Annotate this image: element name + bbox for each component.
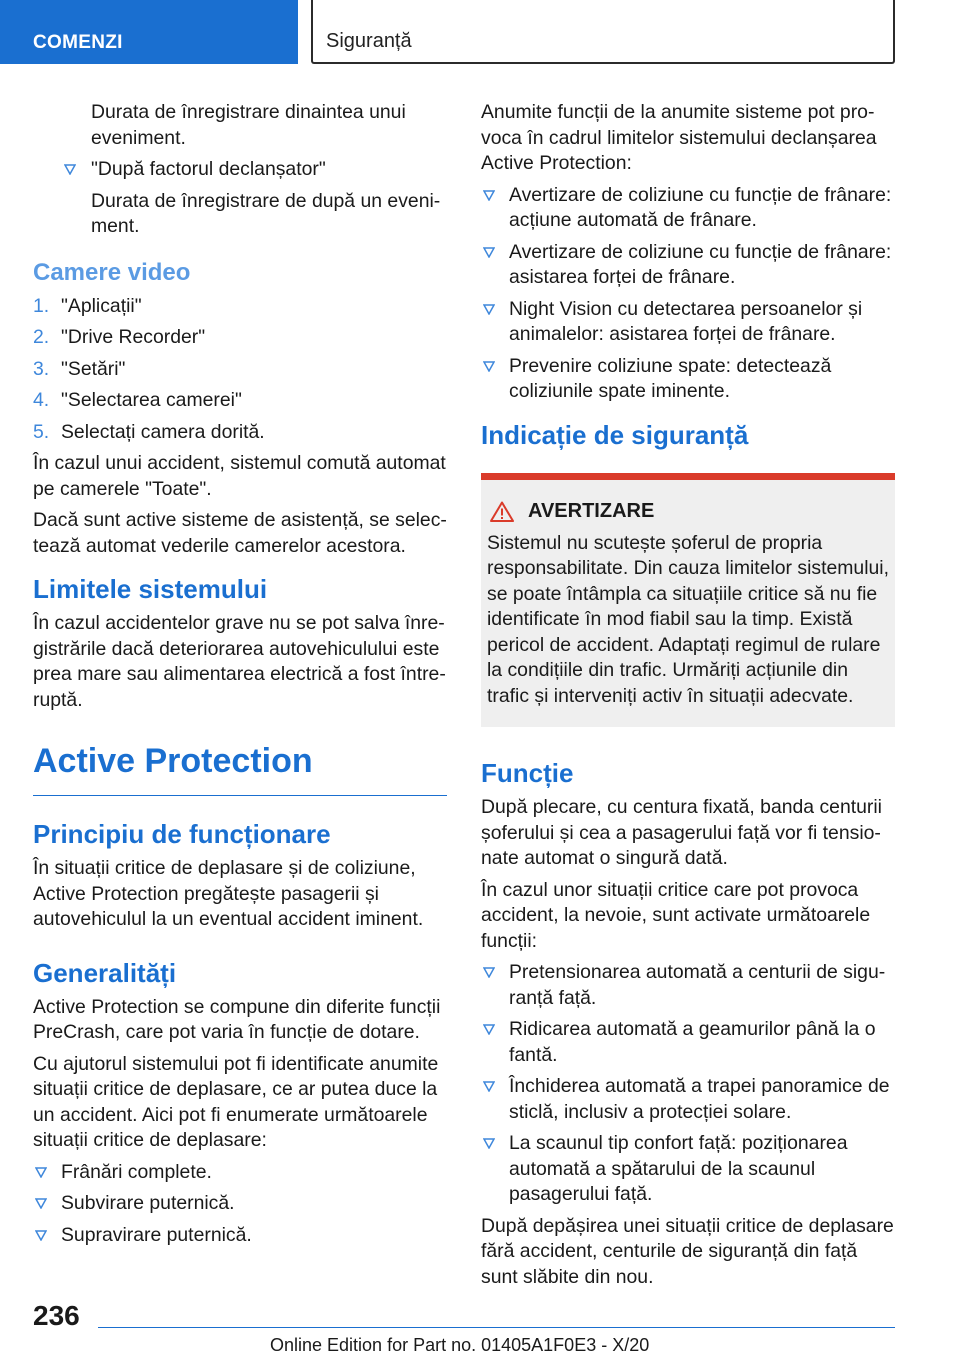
- general-heading: Generalități: [33, 957, 177, 988]
- list-item: Night Vision cu detectarea persoanelor și animalelor: asistarea forței de frânare.: [481, 297, 895, 348]
- list-item: Subvirare puternică.: [33, 1191, 447, 1217]
- function-heading: Funcție: [481, 758, 574, 788]
- chapter-title: Active Protection: [33, 739, 447, 796]
- safety-heading: Indicație de siguranță: [481, 419, 749, 450]
- step-number: 4.: [33, 389, 50, 411]
- step-item: 2. "Drive Recorder": [33, 325, 447, 351]
- bullet-description: Durata de înregistrare de după un eveniment.: [91, 189, 441, 237]
- step-item: 3. "Setări": [33, 357, 447, 383]
- bullet-triangle-icon: [35, 1198, 47, 1209]
- limits-heading: Limitele sistemului: [33, 574, 268, 604]
- cameras-heading: Camere video: [33, 258, 191, 286]
- list-item: Prevenire coliziune spate: detectează coliziunile spate iminente.: [481, 354, 895, 405]
- list-item: Avertizare de coliziune cu funcție de frânare: acțiune automată de frânare.: [481, 183, 895, 234]
- bullet-triangle-icon: [35, 1230, 47, 1241]
- bullet-triangle-icon: [483, 1081, 495, 1092]
- warning-text: Sistemul nu scutește șoferul de propria responsabilitate. Din cauza limitelor sistemului, se poate întâmpla ca situațiile critice să nu fie identificate în mod fiabil sau la timp. Există pericol de accident. Adaptați regimul de rulare la condițiile din trafic. Urmăriți acțiunile din trafic și interveniți activ în situații adecvate.: [487, 531, 889, 707]
- step-item: 1. "Aplicații": [33, 294, 447, 320]
- warning-label: AVERTIZARE: [528, 499, 655, 522]
- step-number: 5.: [33, 420, 50, 443]
- warning-header: [487, 500, 889, 523]
- bullet-triangle-icon: [35, 1167, 47, 1178]
- paragraph: Anumite funcții de la anumite sisteme pot provoca în cadrul limitelor sistemului declanșarea Active Protection:: [481, 101, 877, 174]
- step-item: 4. "Selectarea camerei": [33, 388, 447, 414]
- bullet-triangle-icon: [64, 164, 76, 175]
- left-column: [33, 100, 447, 1254]
- step-item: 5. Selectați camera dorită.: [33, 420, 447, 446]
- paragraph: După plecare, cu centura fixată, banda centurii șoferului și cea a pasagerului față vor fi tensionate automat o singură dată.: [481, 796, 882, 869]
- section-header: [311, 0, 895, 64]
- bullet-triangle-icon: [483, 1024, 495, 1035]
- warning-triangle-icon: [490, 501, 514, 522]
- paragraph: După depășirea unei situații critice de deplasare fără accident, centurile de siguranță din față sunt slăbite din nou.: [481, 1214, 894, 1288]
- chapter-label: COMENZI: [33, 32, 123, 53]
- list-item: Supravirare puternică.: [33, 1223, 447, 1249]
- bullet-triangle-icon: [483, 304, 495, 315]
- list-item: Pretensionarea automată a centurii de siguranță față.: [481, 960, 895, 1011]
- principle-heading: Principiu de funcționare: [33, 819, 331, 849]
- list-item: Ridicarea automată a geamurilor până la o fantă.: [481, 1017, 895, 1068]
- page-number: 236: [33, 1300, 80, 1331]
- bullet-triangle-icon: [483, 1138, 495, 1149]
- bullet-triangle-icon: [483, 361, 495, 372]
- step-number: 3.: [33, 357, 50, 380]
- paragraph: În cazul accidentelor grave nu se pot salva înregistrările dacă deteriorarea autovehiculului este prea mare sau alimentarea electrică a fost întreruptă.: [33, 612, 446, 711]
- right-column: [481, 100, 895, 1296]
- paragraph: Dacă sunt active sisteme de asistență, se selectează automat vederile camerelor acestora.: [33, 509, 447, 557]
- chapter-tab: [0, 0, 298, 64]
- list-item: Avertizare de coliziune cu funcție de frânare: asistarea forței de frânare.: [481, 240, 895, 291]
- bullet-triangle-icon: [483, 247, 495, 258]
- list-item: Închiderea automată a trapei panoramice de sticlă, inclusiv a protecției solare.: [481, 1074, 895, 1125]
- paragraph: În situații critice de deplasare și de coliziune, Active Protection pregătește pasagerii și autovehiculul la un eventual accident iminent.: [33, 857, 424, 930]
- edition-footer: Online Edition for Part no. 01405A1F0E3 - X/20: [270, 1335, 650, 1355]
- step-number: 2.: [33, 326, 50, 348]
- paragraph: În cazul unor situații critice care pot provoca accident, la nevoie, sunt activate următoarele funcții:: [481, 878, 871, 952]
- step-number: 1.: [33, 294, 50, 317]
- paragraph: Cu ajutorul sistemului pot fi identificate anumite situații critice de deplasare, ce ar putea duce la un accident. Aici pot fi enumerate următoarele situații critice de deplasare:: [33, 1052, 439, 1151]
- warning-box: [481, 473, 895, 728]
- paragraph: Active Protection se compune din diferite funcții PreCrash, care pot varia în funcție de dotare.: [33, 995, 441, 1043]
- bullet-triangle-icon: [483, 190, 495, 201]
- list-item: "După factorul declanșator": [33, 157, 447, 183]
- intro-text: Durata de înregistrare dinaintea unui eveniment.: [91, 101, 406, 149]
- paragraph: În cazul unui accident, sistemul comută automat pe camerele "Toate".: [33, 452, 446, 500]
- list-item: Frânări complete.: [33, 1160, 447, 1186]
- section-title: Siguranță: [326, 30, 412, 52]
- footer-divider: [98, 1327, 895, 1328]
- list-item: La scaunul tip confort față: poziționarea automată a spătarului de la scaunul pasagerului față.: [481, 1131, 895, 1208]
- bullet-triangle-icon: [483, 967, 495, 978]
